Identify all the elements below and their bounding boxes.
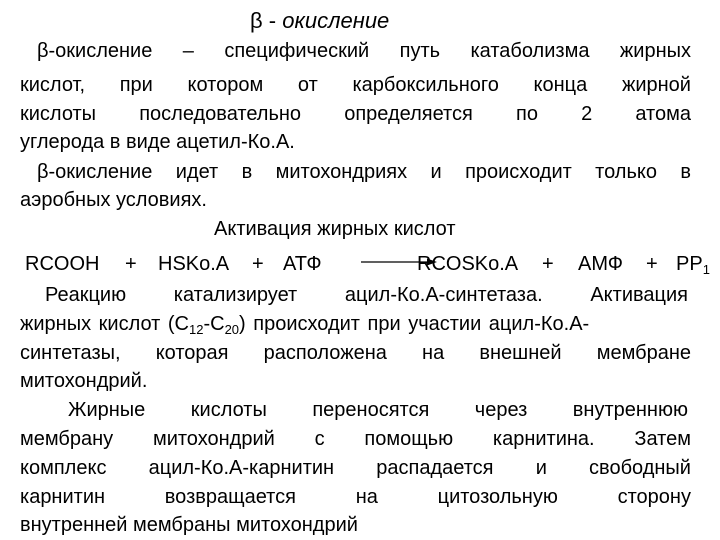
word: кислоты (190, 399, 267, 421)
word: сторону (617, 486, 691, 508)
word: от (297, 74, 318, 96)
paragraph-1-line-2 (20, 72, 691, 98)
word: переносятся (312, 399, 430, 421)
word: только (595, 161, 657, 183)
paragraph-1-line-3 (20, 101, 691, 127)
word: при (119, 74, 153, 96)
product-pp (676, 251, 710, 277)
reactant-hskoa: HSKo.A (158, 253, 230, 275)
text-run: -С (203, 313, 225, 335)
word: мембрану (20, 428, 114, 450)
word: по (515, 103, 538, 125)
word: митохондрий (152, 428, 275, 450)
paragraph-3-line-3 (20, 340, 691, 366)
word: Активация (590, 284, 688, 306)
paragraph-1-line-4: углерода в виде ацетил-Ко.А. (20, 131, 295, 153)
word: катализирует (173, 284, 298, 306)
word: карбоксильного (352, 74, 499, 96)
word: карнитина. (492, 428, 595, 450)
subscript: 20 (224, 322, 240, 337)
text-run: жирных кислот (С (20, 313, 189, 335)
plus-sign: + (646, 253, 658, 275)
word: кислот, (20, 74, 85, 96)
word: в (680, 161, 691, 183)
word: комплекс (20, 457, 107, 479)
product-amf: АМФ (578, 253, 623, 275)
word: жирных (619, 40, 691, 62)
plus-sign: + (252, 253, 264, 275)
plus-sign: + (542, 253, 554, 275)
paragraph-2-line-1 (37, 159, 691, 185)
word: – (182, 40, 194, 62)
paragraph-2-line-2: аэробных условиях. (20, 189, 207, 211)
word: внешней (479, 342, 562, 364)
word: Затем (634, 428, 691, 450)
word: β-окисление (37, 40, 153, 62)
reactant-rcooh: RCOOH (25, 253, 100, 275)
word: путь (399, 40, 441, 62)
word: возвращается (164, 486, 296, 508)
pp-subscript: 1 (702, 262, 710, 277)
word: происходит (465, 161, 572, 183)
paragraph-1-line-1 (37, 38, 691, 64)
word: конца (533, 74, 588, 96)
word: на (355, 486, 378, 508)
word: внутреннюю (572, 399, 688, 421)
word: помощью (364, 428, 454, 450)
word: катаболизма (470, 40, 590, 62)
subscript: 12 (188, 322, 204, 337)
paragraph-4-line-3 (20, 455, 691, 481)
word: Реакцию (45, 284, 127, 306)
paragraph-4-line-5: внутренней мембраны митохондрий (20, 514, 358, 536)
word: жирной (621, 74, 691, 96)
paragraph-3-line-1 (45, 282, 688, 308)
paragraph-3-line-2 (20, 311, 691, 337)
word: 2 (581, 103, 593, 125)
word: ацил-Ко.А-карнитин (148, 457, 335, 479)
word: в (241, 161, 253, 183)
paragraph-4-line-4 (20, 484, 691, 510)
word: карнитин (20, 486, 106, 508)
paragraph-4-line-2 (20, 426, 691, 452)
title-prefix: β - (250, 8, 283, 33)
word: Жирные (68, 399, 146, 421)
product-rcoskoa: RCOSKo.A (417, 253, 519, 275)
word: и (535, 457, 547, 479)
word: и (430, 161, 442, 183)
word: свободный (589, 457, 691, 479)
paragraph-4-line-1 (68, 397, 688, 423)
word: на (422, 342, 445, 364)
word: атома (635, 103, 691, 125)
word: мембране (596, 342, 691, 364)
plus-sign: + (125, 253, 137, 275)
word: β-окисление (37, 161, 153, 183)
word: распадается (376, 457, 494, 479)
paragraph-3-line-4: митохондрий. (20, 370, 148, 392)
word: которая (155, 342, 229, 364)
reactant-atf: АТФ (283, 253, 322, 275)
activation-heading: Активация жирных кислот (214, 218, 456, 240)
activation-equation (25, 251, 720, 279)
word: последовательно (139, 103, 302, 125)
word: котором (187, 74, 264, 96)
word: митохондриях (275, 161, 408, 183)
word: ацил-Ко.А-синтетаза. (344, 284, 543, 306)
slide-title (250, 7, 389, 35)
word: цитозольную (437, 486, 558, 508)
title-word: окисление (282, 8, 390, 33)
word: специфический (224, 40, 370, 62)
word: синтетазы, (20, 342, 121, 364)
pp-text: PP (676, 253, 703, 275)
word: определяется (344, 103, 473, 125)
word: с (314, 428, 325, 450)
word: через (474, 399, 528, 421)
word: расположена (263, 342, 387, 364)
word: идет (175, 161, 219, 183)
text-run: ) происходит при участии ацил-Ко.А- (239, 313, 590, 335)
word: кислоты (20, 103, 97, 125)
